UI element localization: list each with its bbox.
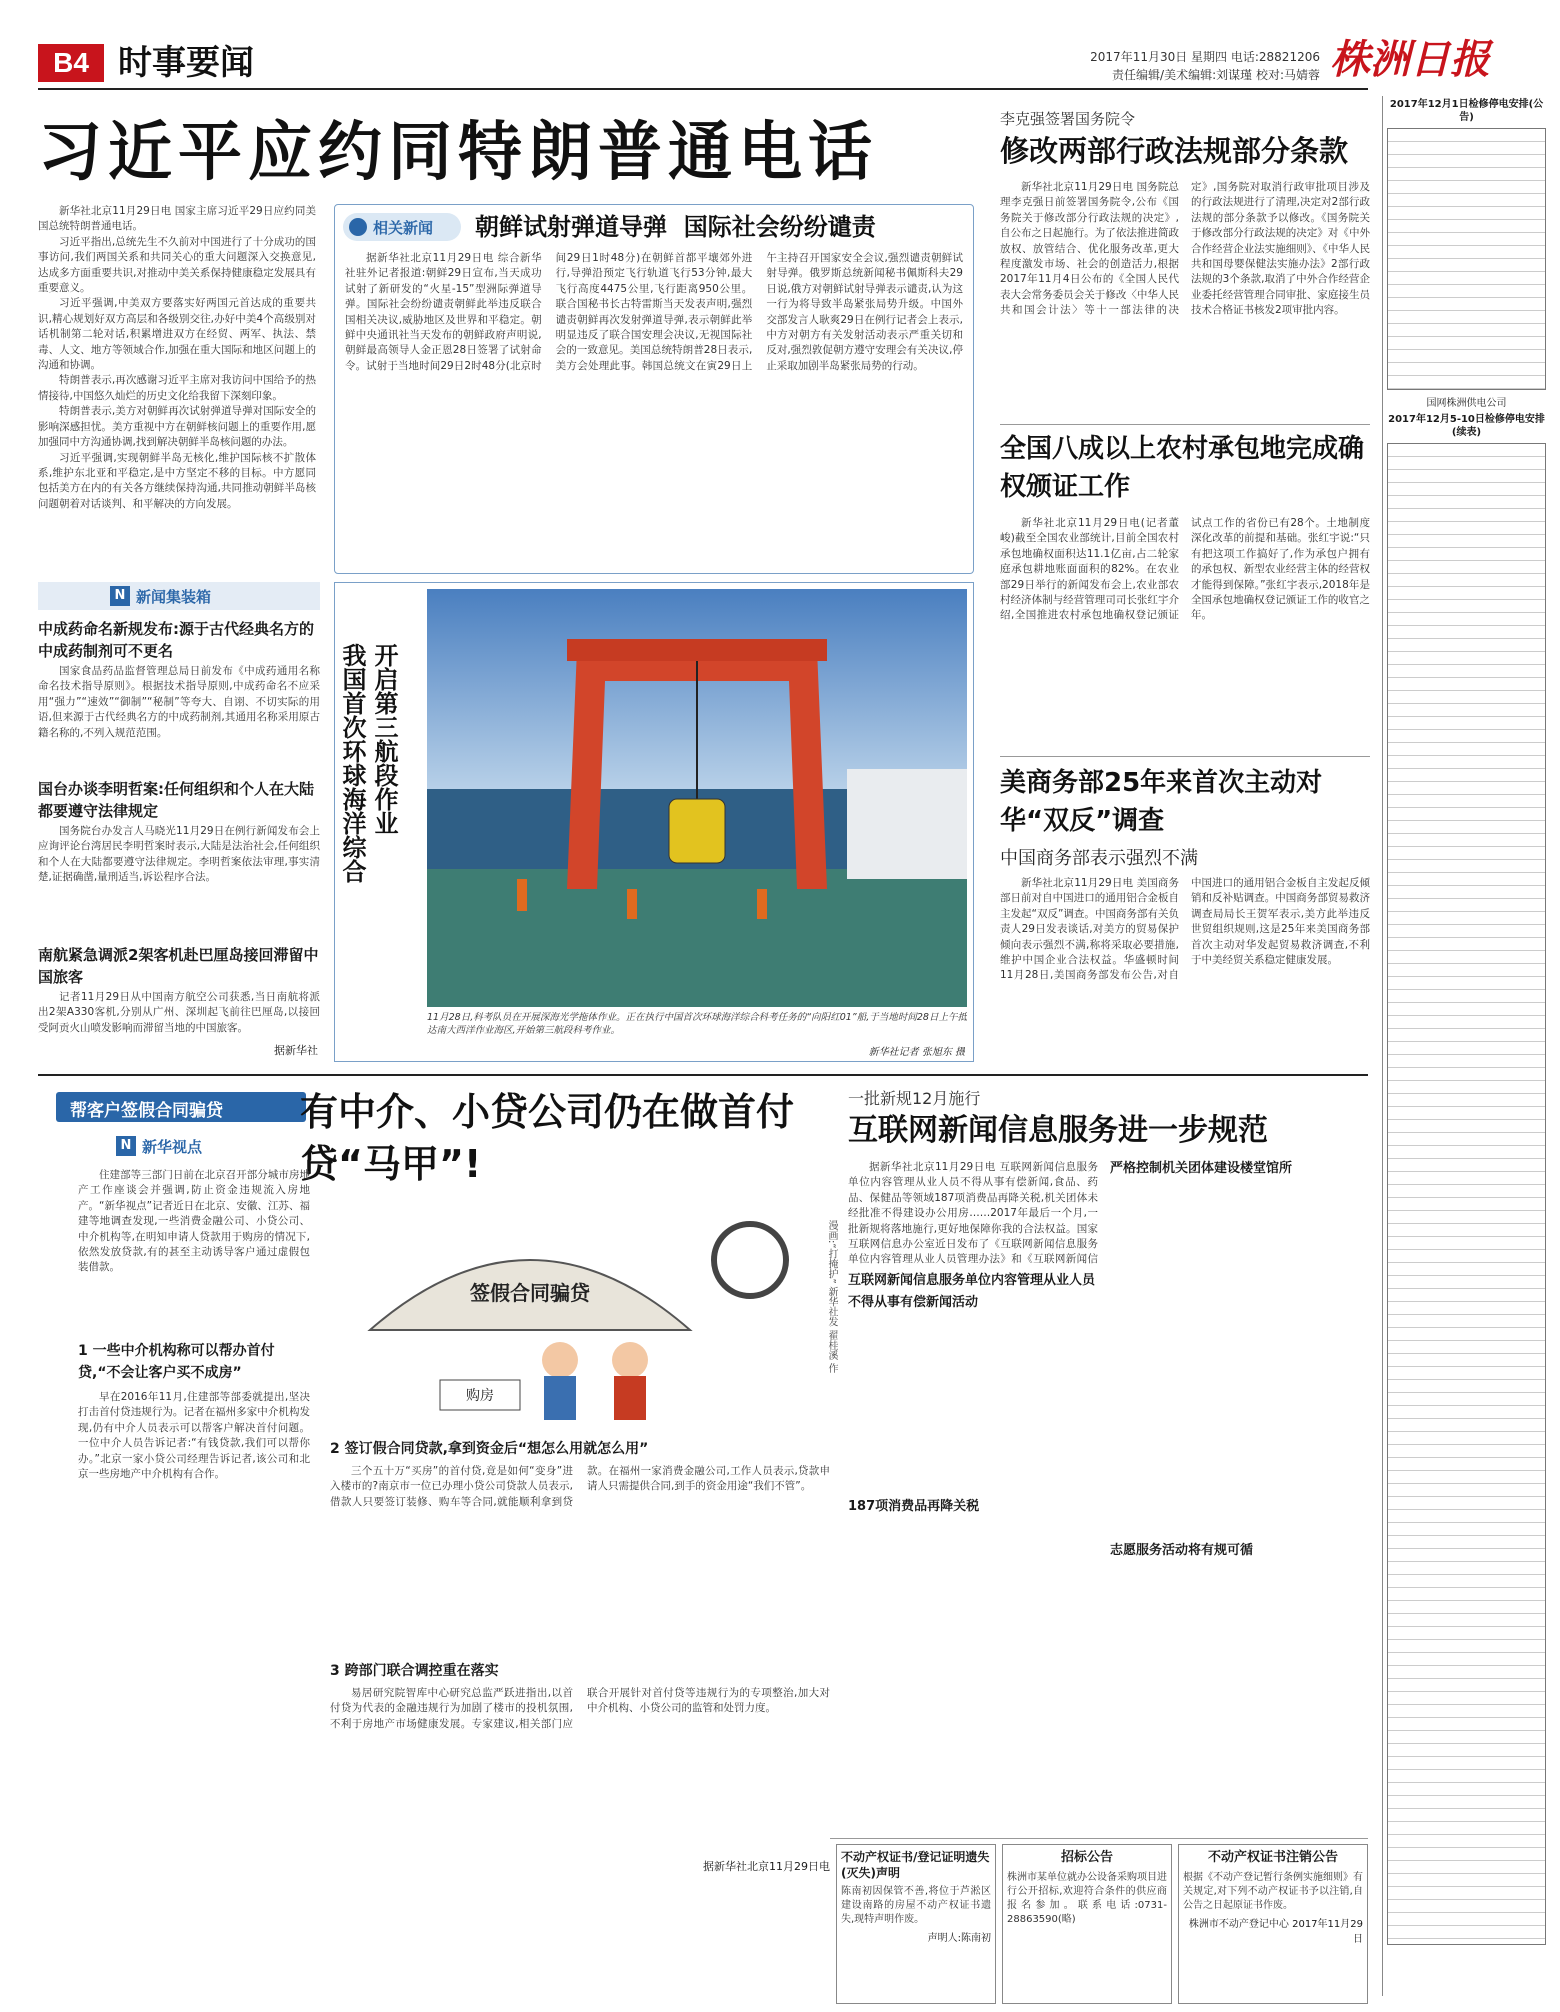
related-tag-label: 相关新闻 — [373, 219, 434, 237]
notice-mid — [1002, 1844, 1172, 2004]
photo-story-title: 开启第三航段作业 — [370, 643, 399, 835]
ship-superstructure — [847, 769, 967, 879]
internet-body — [848, 1160, 1098, 1266]
lead-paragraph: 特朗普表示,再次感谢习近平主席对我访问中国给予的热情接待,中国悠久灿烂的历史文化给我留下深刻印象。 — [38, 374, 316, 402]
photo-credit: 新华社记者 张旭东 摄 — [868, 1047, 965, 1058]
lead-headline: 习近平应约同特朗普通电话 — [38, 116, 878, 190]
side-title: 2017年12月5-10日检修停电安排(续表) — [1388, 414, 1545, 438]
page-label-box: B4 — [38, 44, 104, 82]
section-rule — [38, 1074, 1368, 1076]
commerce-headline: 美商务部25年来首次主动对华“双反”调查 — [1000, 768, 1323, 836]
related-news-box — [334, 204, 974, 574]
deck — [427, 869, 967, 1007]
notice-right-text: 根据《不动产登记暂行条例实施细则》有关规定,对下列不动产权证书予以注销,自公告之日起原证书作废。 — [1183, 1872, 1363, 1911]
research-vessel-photo — [427, 589, 967, 1007]
notice-right-sign: 株洲市不动产登记中心 2017年11月29日 — [1188, 1919, 1363, 1945]
brief-text: 国务院台办发言人马晓光11月29日在例行新闻发布会上应询评论台湾居民李明哲案时表示,大陆是法治社会,任何组织和个人在大陆都要遵守法律规定。李明哲案依法审理,事实清楚,证据确凿,量刑适当,诉讼程序合法。 — [38, 825, 320, 884]
lead-paragraph: 新华社北京11月29日电 国家主席习近平29日应约同美国总统特朗普通电话。 — [38, 205, 316, 233]
notice-left-text: 陈南初因保管不善,将位于芦淞区建设南路的房屋不动产权证书遗失,现特声明作废。 — [841, 1886, 991, 1925]
related-headline: 朝鲜试射弹道导弹 国际社会纷纷谴责 — [475, 213, 876, 241]
lead-paragraph: 习近平强调,中美双方要落实好两国元首达成的重要共识,精心规划好双方高层和各级别交往,办好中美4个高级别对话机制第二轮对话,积累增进双方在经贸、两军、执法、禁毒、人文、地方等领域合作,加强在重大国际和地区问题上的沟通和协调。 — [38, 297, 316, 372]
brief-item-title: 南航紧急调派2架客机赴巴厘岛接回滞留中国旅客 — [38, 946, 319, 986]
brief-text: 记者11月29日从中国南方航空公司获悉,当日南航将派出2架A330客机,分别从广州、深圳起飞前往巴厘岛,以接回受阿贡火山喷发影响而滞留当地的中国旅客。 — [38, 991, 320, 1034]
photo-caption-text: 11月28日,科考队员在开展深海光学拖体作业。正在执行中国首次环球海洋综合科考任务的“向阳红01”船,于当地时间28日上午抵达南大西洋作业海区,开始第三航段科考作业。 — [427, 1012, 967, 1036]
viewpoint-label: 新华视点 — [142, 1138, 203, 1156]
loan-text: 三个五十万“买房”的首付贷,竟是如何“变身”进入楼市的?南京市一位已办理小贷公司贷款人员表示,借款人只要签订装修、购车等合同,就能顺利拿到贷款。在福州一家消费金融公司,工作人员表示,贷款申请人只需提供合同,到手的资金用途“我们不管”。 — [330, 1465, 830, 1508]
commerce-text: 新华社北京11月29日电 美国商务部日前对自中国进口的通用铝合金板自主发起“双反”调查。中国商务部有关负责人29日发表谈话,对美方的贸易保护倾向表示强烈不满,称将采取必要措施,维护中国企业合法权益。华盛顿时间11月28日,美国商务部发布公告,对自中国进口的通用铝合金板自主发起反倾销和反补贴调查。中国商务部贸易救济调查局局长王贺军表示,美方此举违反世贸组织规则,这是25年来美国商务部首次主动对华发起贸易救济调查,不利于中美经贸关系稳定健康发展。 — [1000, 877, 1370, 982]
umbrella-sign: 签假合同骗贷 — [470, 1281, 590, 1305]
loan-section-text — [78, 1390, 310, 1810]
internet-subhead: 187项消费品再降关税 — [848, 1499, 980, 1514]
notice-right — [1178, 1844, 1368, 2004]
section-title: 时事要闻 — [118, 43, 254, 83]
brief-header-label: 新闻集装箱 — [136, 588, 212, 606]
side-table — [1387, 443, 1546, 1945]
optical-tow-body — [669, 799, 725, 863]
logo: 株洲日报 — [1330, 36, 1490, 83]
cartoon-caption: 漫画:“打掩护” 新华社发 翟桂溪 作 — [826, 1220, 837, 1374]
loan-tag: 帮客户签假合同骗贷 — [56, 1092, 306, 1122]
land-headline: 全国八成以上农村承包地完成确权颁证工作 — [1000, 434, 1365, 502]
loan-intro — [78, 1168, 310, 1338]
brief-item-text — [38, 990, 320, 1038]
brief-item-text — [38, 824, 320, 934]
brief-item-title: 中成药命名新规发布:源于古代经典名方的中成药制剂可不更名 — [38, 620, 315, 660]
side-note: 国网株洲供电公司 — [1426, 398, 1507, 409]
notice-rule — [830, 1838, 1368, 1839]
loan-section-text — [330, 1686, 830, 1856]
notice-mid-text: 株洲市某单位就办公设备采购项目进行公开招标,欢迎符合条件的供应商报名参加。联系电话:0731-28863590(略) — [1007, 1872, 1167, 1925]
internet-headline: 互联网新闻信息服务进一步规范 — [848, 1113, 1268, 1148]
related-icon — [349, 218, 367, 236]
brief-item-text — [38, 664, 320, 770]
land-body — [1000, 516, 1370, 750]
lead-paragraph: 习近平强调,实现朝鲜半岛无核化,维护国际核不扩散体系,维护东北亚和平稳定,是中方坚定不移的目标。中方愿同包括美方在内的有关各方继续保持沟通,共同推动朝鲜半岛核问题朝着对话谈判、和平解决的方向发展。 — [38, 451, 316, 510]
state-council-body — [1000, 180, 1370, 418]
brief-column — [38, 582, 320, 1062]
side-table — [1387, 128, 1546, 390]
figure-left — [542, 1342, 578, 1378]
loan-section-heading: 1 一些中介机构称可以帮办首付贷,“不会让客户买不成房” — [78, 1343, 275, 1381]
internet-subhead: 严格控制机关团体建设楼堂馆所 — [1110, 1161, 1293, 1176]
crew-member — [517, 879, 527, 911]
photo-story-frame — [334, 582, 974, 1062]
date-line: 2017年11月30日 星期四 电话:28821206 — [1090, 50, 1320, 64]
magnifier-icon — [714, 1224, 786, 1296]
crane-beam — [567, 639, 827, 661]
ticket-label: 购房 — [466, 1388, 494, 1404]
land-text: 新华社北京11月29日电(记者董峻)截至全国农业部统计,目前全国农村承包地确权面积达11.1亿亩,占二轮家庭承包耕地账面面积的82%。在农业部29日举行的新闻发布会上,农业部农村经济体制与经营管理司司长张红宇介绍,全国推进农村承包地确权登记颁证试点工作的省份已有28个。土地制度深化改革的前提和基础。张红宇说:“只有把这项工作搞好了,作为承包户拥有的承包权、新型农业经营主体的经营权才能得到保障。”张红宇表示,2018年是全国承包地确权登记颁证工作的收官之年。 — [1000, 517, 1370, 622]
related-text: 据新华社北京11月29日电 综合新华社驻外记者报道:朝鲜29日宣布,当天成功试射了新研发的“火星-15”型洲际弹道导弹。国际社会纷纷谴责朝鲜此举违反联合国相关决议,威胁地区及世界和平稳定。朝鲜中央通讯社当天发布的朝鲜政府声明说,朝鲜最高领导人金正恩28日签署了试射命令。试射于当地时间29日2时48分(北京时间29日1时48分)在朝鲜首都平壤郊外进行,导弹沿预定飞行轨道飞行53分钟,最大飞行高度4475公里,飞行距离950公里。联合国秘书长古特雷斯当天发表声明,强烈谴责朝鲜再次发射弹道导弹,表示朝鲜此举明显违反了联合国安理会决议,无视国际社会的一致意见。美国总统特朗普28日表示,美方会处理此事。韩国总统文在寅29日上午主持召开国家安全会议,强烈谴责朝鲜试射导弹。俄罗斯总统新闻秘书佩斯科夫29日说,俄方对朝鲜试射导弹表示谴责,认为这一行为将导致半岛紧张局势升级。中国外交部发言人耿爽29日在例行记者会上表示,中方对朝方有关发射活动表示严重关切和反对,强烈敦促朝方遵守安理会有关决议,停止采取加剧半岛紧张局势的行动。 — [345, 252, 963, 372]
brief-header — [38, 582, 320, 610]
notice-left-title: 不动产权证书/登记证明遗失(灭失)声明 — [841, 1850, 990, 1880]
viewpoint-icon: N — [116, 1136, 136, 1156]
lead-paragraph: 特朗普表示,美方对朝鲜再次试射弹道导弹对国际安全的影响深感担忧。美方重视中方在朝鲜核问题上的重要作用,愿加强同中方沟通协调,找到解决朝鲜半岛核问题的办法。 — [38, 405, 316, 449]
internet-kicker: 一批新规12月施行 — [848, 1089, 981, 1108]
notice-right-title: 不动产权证书注销公告 — [1207, 1850, 1338, 1865]
internet-subhead: 互联网新闻信息服务单位内容管理从业人员不得从事有偿新闻活动 — [848, 1273, 1096, 1310]
loan-source: 据新华社北京11月29日电 — [703, 1860, 830, 1873]
state-council-headline: 修改两部行政法规部分条款 — [1000, 134, 1349, 168]
lead-body — [38, 204, 316, 574]
loan-section-heading: 3 跨部门联合调控重在落实 — [330, 1663, 499, 1679]
notice-left — [836, 1844, 996, 2004]
editors-line: 责任编辑/美术编辑:刘谋瑾 校对:马婧蓉 — [1112, 68, 1320, 82]
figure-body — [544, 1376, 576, 1420]
related-tag — [343, 213, 461, 241]
internet-text: 据新华社北京11月29日电 互联网新闻信息服务单位内容管理从业人员不得从事有偿新闻,食品、药品、保健品等领域187项消费品再降关税,机关团体未经批准不得建设办公用房……2017年最后一个月,一批新规将落地施行,更好地保障你我的合法权益。国家互联网信息办公室近日发布了《互联网新闻信息服务单位内容管理从业人员管理办法》和《互联网新闻信 — [848, 1161, 1098, 1266]
side-column — [1382, 96, 1550, 1996]
divider — [1000, 756, 1370, 757]
lead-paragraph: 习近平指出,总统先生不久前对中国进行了十分成功的国事访问,我们两国关系和共同关心的重大问题深入交换意见,达成多方面重要共识,对推动中美关系保持健康稳定发展具有重要意义。 — [38, 235, 316, 295]
brief-source: 据新华社 — [274, 1044, 318, 1057]
loan-intro-text: 住建部等三部门日前在北京召开部分城市房地产工作座谈会并强调,防止资金违规流入房地产。“新华视点”记者近日在北京、安徽、江苏、福建等地调查发现,一些消费金融公司、小贷公司、中介机构等,在明知申请人贷款用于购房的情况下,依然发放贷款,有的甚至主动诱导客户通过虚假包装借款。 — [78, 1169, 310, 1274]
brief-item-title: 国台办谈李明哲案:任何组织和个人在大陆都要遵守法律规定 — [38, 780, 315, 820]
commerce-subhead: 中国商务部表示强烈不满 — [1000, 848, 1198, 869]
state-council-kicker: 李克强签署国务院令 — [1000, 110, 1136, 128]
loan-headline: 有中介、小贷公司仍在做首付贷“马甲”! — [300, 1090, 795, 1186]
side-title: 2017年12月1日检修停电安排(公告) — [1389, 99, 1544, 123]
notice-left-sign: 声明人:陈南初 — [927, 1933, 991, 1944]
crew-member — [627, 889, 637, 919]
divider — [1000, 424, 1370, 425]
loan-text: 早在2016年11月,住建部等部委就提出,坚决打击首付贷违规行为。记者在福州多家中介机构发现,仍有中介人员表示可以帮客户解决首付问题。一位中介人员告诉记者:“有钱贷款,我们可以帮你办。”北京一家小贷公司经理告诉记者,该公司和北京一些房地产中介机构有合作。 — [78, 1391, 310, 1481]
loan-section-text — [330, 1464, 830, 1650]
figure-body — [614, 1376, 646, 1420]
cartoon — [330, 1200, 820, 1430]
related-body — [345, 251, 963, 567]
masthead-rule — [38, 88, 1368, 90]
loan-viewpoint — [116, 1134, 276, 1160]
figure-right — [612, 1342, 648, 1378]
crew-member — [757, 889, 767, 919]
state-council-text: 新华社北京11月29日电 国务院总理李克强日前签署国务院令,公布《国务院关于修改部分行政法规的决定》,自公布之日起施行。为了依法推进简政放权、放管结合、优化服务改革,更大程度激发市场、社会的创造活力,根据2017年11月4日公布的《全国人民代表大会常务委员会关于修改〈中华人民共和国会计法〉等十一部法律的决定》,国务院对取消行政审批项目涉及的行政法规进行了清理,决定对2部行政法规的部分条款予以修改。《国务院关于修改部分行政法规的决定》对《中外合作经营企业法实施细则》、《中华人民共和国母婴保健法实施办法》2部行政法规的3个条款,取消了中外合作经营企业委托经营管理合同审批、家庭接生员技术合格证书核发2项审批内容。 — [1000, 181, 1370, 317]
photo-story-subtitle: 我国首次环球海洋综合 — [338, 643, 367, 883]
brief-text: 国家食品药品监督管理总局日前发布《中成药通用名称命名技术指导原则》。根据技术指导原则,中成药命名不应采用“强力”“速效”“御制”“秘制”等夸大、自诩、不切实际的用语,但来源于古代经典名方的中成药制剂,其通用名称采用原古籍名称的,不列入规范范围。 — [38, 665, 320, 739]
brief-icon: N — [110, 586, 130, 606]
photo-caption — [427, 1011, 967, 1045]
loan-text: 易居研究院智库中心研究总监严跃进指出,以首付贷为代表的金融违规行为加剧了楼市的投机氛围,不利于房地产市场健康发展。专家建议,相关部门应联合开展针对首付贷等违规行为的专项整治,加大对中介机构、小贷公司的监管和处罚力度。 — [330, 1687, 830, 1730]
notice-mid-title: 招标公告 — [1060, 1850, 1113, 1865]
loan-section-heading: 2 签订假合同贷款,拿到资金后“想怎么用就怎么用” — [330, 1441, 649, 1457]
masthead — [0, 0, 1560, 86]
internet-subhead: 志愿服务活动将有规可循 — [1110, 1543, 1254, 1558]
